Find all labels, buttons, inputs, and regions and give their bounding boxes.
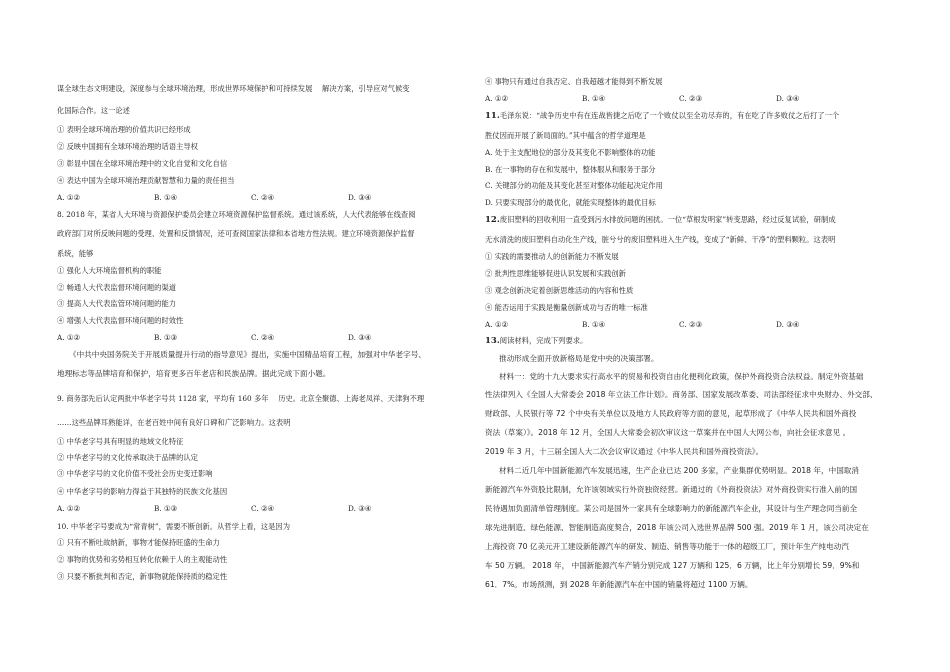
- q8-stem: 政府部门对所反映问题的受理、处置和反馈情况，还可查阅国家法律和本省地方性法规。建立环境资源保护监督: [57, 229, 415, 238]
- material-intro: 地理标志等品牌培育和保护，培育更多百年老店和民族品牌。据此完成下面小题。: [57, 369, 331, 378]
- q8-choices: [57, 333, 445, 343]
- material-one: 资法（草案）》。2018 年 12 月，全国人大常委会初次审议这一草案并在中国人大网公布，向社会征求意见 。: [485, 428, 851, 437]
- q10-option: ④ 事物只有通过自我否定、自我超越才能得到不断发展: [485, 77, 663, 86]
- q10-choices: [485, 94, 873, 104]
- q11-option: C. 关键部分的功能及其变化甚至对整体功能起决定作用: [485, 181, 663, 190]
- q7-option: ③ 彰显中国在全球环境治理中的文化自觉和文化自信: [57, 159, 228, 168]
- q7-option: ② 反映中国拥有全球环境治理的话语主导权: [57, 142, 198, 151]
- q9-option: ② 中华老字号的文化传承取决于品牌的认定: [57, 453, 198, 462]
- q12-option: ③ 观念创新决定着创新思维活动的内容和性质: [485, 286, 634, 295]
- q11-option: A. 处于主支配地位的部分及其变化不影响整体的功能: [485, 148, 656, 157]
- q9-choices: [57, 504, 445, 514]
- material-two: 上海投资 70 亿美元开工建设新能源汽车的研发、制造、销售等功能于一体的超级工厂，预计年生产纯电动汽: [485, 542, 849, 551]
- q12-choices: [485, 320, 873, 330]
- choice-d: D. ③④: [348, 193, 372, 202]
- q8-stem: 8. 2018 年，某省人大环境与资源保护委员会建立环境资源保护监督系统。通过该系统，人大代表能够在线查阅: [57, 210, 416, 219]
- choice-a: A. ①②: [57, 504, 80, 513]
- choice-a: A. ①②: [57, 333, 80, 342]
- question-number: 12.: [485, 215, 500, 225]
- q9-stem: ……这些品牌耳熟能详，在老百姓中间有良好口碑和广泛影响力。这表明: [57, 418, 291, 427]
- q9-option: ① 中华老字号具有明显的地域文化特征: [57, 437, 184, 446]
- question-number: 11.: [485, 111, 500, 121]
- choice-d: D. ③④: [776, 320, 800, 329]
- choice-b: B. ①④: [582, 94, 606, 103]
- choice-b: B. ①④: [582, 320, 606, 329]
- q8-option: ④ 增强人大代表监督环境问题的时效性: [57, 316, 184, 325]
- q13-intro: 推动形成全面开放新格局是党中央的决策部署。: [499, 354, 659, 363]
- q10-option: ① 只有不断吐故纳新，事物才能保持旺盛的生命力: [57, 538, 220, 547]
- q12-option: ① 实践的需要推动人的创新能力不断发展: [485, 252, 619, 261]
- choice-c: C. ②④: [251, 193, 275, 202]
- q12-option: ④ 能否运用于实践是衡量创新成功与否的唯一标准: [485, 303, 648, 312]
- q11-text: 毛泽东说：“战争历史中有在连战皆捷之后吃了一个败仗以至全功尽弃的，有在吃了许多败仗之后打了一个: [499, 111, 840, 120]
- q12-option: ② 批判性思维能够促进认识发展和实践创新: [485, 269, 626, 278]
- q8-option: ② 畅通人大代表监督环境问题的渠道: [57, 283, 177, 292]
- material-two: 材料二近几年中国新能源汽车发展迅速，生产企业已达 200 多家，产业集群优势明显。2018 年，中国取消: [499, 466, 859, 475]
- material-one: 2019 年 3 月，十三届全国人大二次会议审议通过《中华人民共和国外商投资法》。: [485, 447, 764, 456]
- q9-option: ③ 中华老字号的文化价值不受社会历史变迁影响: [57, 469, 213, 478]
- choice-b: B. ①④: [154, 193, 178, 202]
- material-two: 车 50 万辆。 2018 年， 中国新能源汽车产销分别完成 127 万辆和 125．6 万辆，比上年分别增长 59．9%和: [485, 561, 860, 570]
- q13-text: 阅读材料，完成下列要求。: [499, 336, 588, 345]
- q8-option: ① 强化人大环境监督机构的职能: [57, 266, 162, 275]
- q8-option: ③ 提高人大代表监管环境问题的能力: [57, 299, 177, 308]
- q9-option: ④ 中华老字号的影响力得益于其独特的民族文化基因: [57, 487, 228, 496]
- choice-d: D. ③④: [348, 333, 372, 342]
- question-number: 13.: [485, 336, 500, 346]
- q11-stem: [485, 111, 839, 121]
- q10-option: ③ 只要不断批判和否定，新事物就能保持质的稳定性: [57, 572, 228, 581]
- q11-option: B. 在一事物的存在和发展中，整体服从和服务于部分: [485, 165, 656, 174]
- q12-stem: 无水清洗的废旧塑料自动化生产线，脏兮兮的废旧塑料进入生产线，变成了“新鲜、干净”的塑料颗粒。这表明: [485, 235, 836, 244]
- material-two: 新能源汽车外资股比限制，允许该领域实行外资独资经营。新通过的《外商投资法》对外商投资实行准入前的国: [485, 485, 858, 494]
- choice-d: D. ③④: [776, 94, 800, 103]
- choice-a: A. ①②: [485, 320, 508, 329]
- q11-option: D. 只要实现部分的最优化，就能实现整体的最优目标: [485, 198, 656, 207]
- q7-choices: [57, 193, 445, 203]
- material-two: 民待遇加负面清单管理制度。某公司是国外一家具有全球影响力的新能源汽车企业，其设计与生产理念同当前全: [485, 504, 858, 513]
- choice-a: A. ①②: [485, 94, 508, 103]
- material-one: 材料一：党的十九大要求实行高水平的贸易和投资自由化便利化政策，保护外商投资合法权益。制定外资基础: [499, 372, 864, 381]
- q13-stem: [485, 336, 587, 346]
- material-two: 61．7%。市场预测，到 2028 年新能源汽车在中国的销量将超过 1100 万辆。: [485, 580, 753, 589]
- choice-b: B. ①③: [154, 333, 178, 342]
- choice-c: C. ②④: [251, 504, 275, 513]
- q11-stem: 胜仗因而开展了新局面的。”其中蕴含的哲学道理是: [485, 131, 646, 140]
- q12-stem: [485, 215, 836, 225]
- q9-stem: 9. 商务部先后认定两批中华老字号共 1128 家，平均有 160 多年 历史。北京全聚德、上海老凤祥、天津狗不理: [57, 394, 425, 403]
- choice-c: C. ②③: [679, 94, 703, 103]
- material-one: 性法律列入《全国人大常委会 2018 年立法工作计划》。商务部、国家发展改革委、司法部经征求中央财办、外交部、: [485, 390, 878, 399]
- choice-c: C. ②③: [679, 320, 703, 329]
- material-two: 球先进制造、绿色能源、智能制造高度契合，2018 年该公司入选世界品牌 500 强。2019 年 1 月，该公司决定在: [485, 523, 869, 532]
- choice-d: D. ③④: [348, 504, 372, 513]
- q7-option: ④ 表达中国为全球环境治理贡献智慧和力量的责任担当: [57, 176, 235, 185]
- q12-text: 废旧塑料的回收利用一直受到污水排放问题的困扰。一位“草根发明家”转变思路，经过反复试验，研制成: [499, 215, 836, 224]
- choice-a: A. ①②: [57, 193, 80, 202]
- choice-c: C. ②④: [251, 333, 275, 342]
- material-one: 财政部、人民银行等 72 个中央有关单位以及地方人民政府等方面的意见，起草形成了《中华人民共和国外商投: [485, 409, 857, 418]
- intro-line: 化国际合作。这一论述: [57, 106, 130, 115]
- choice-b: B. ①③: [154, 504, 178, 513]
- q10-stem: 10. 中华老字号要成为“常青树”，需要不断创新。从哲学上看，这是因为: [57, 522, 290, 531]
- q10-option: ② 事物的优势和劣势相互转化依赖于人的主观能动性: [57, 555, 228, 564]
- intro-line: 谋全球生态文明建设，深度参与全球环境治理，形成世界环境保护和可持续发展 解决方案，引导应对气候变: [57, 84, 410, 93]
- q8-stem: 系统，能够: [57, 249, 94, 258]
- material-intro: 《中共中央国务院关于开展质量提升行动的指导意见》提出，实施中国精品培育工程，加强对中华老字号、: [69, 350, 426, 359]
- q7-option: ① 表明全球环境治理的价值共识已经形成: [57, 125, 191, 134]
